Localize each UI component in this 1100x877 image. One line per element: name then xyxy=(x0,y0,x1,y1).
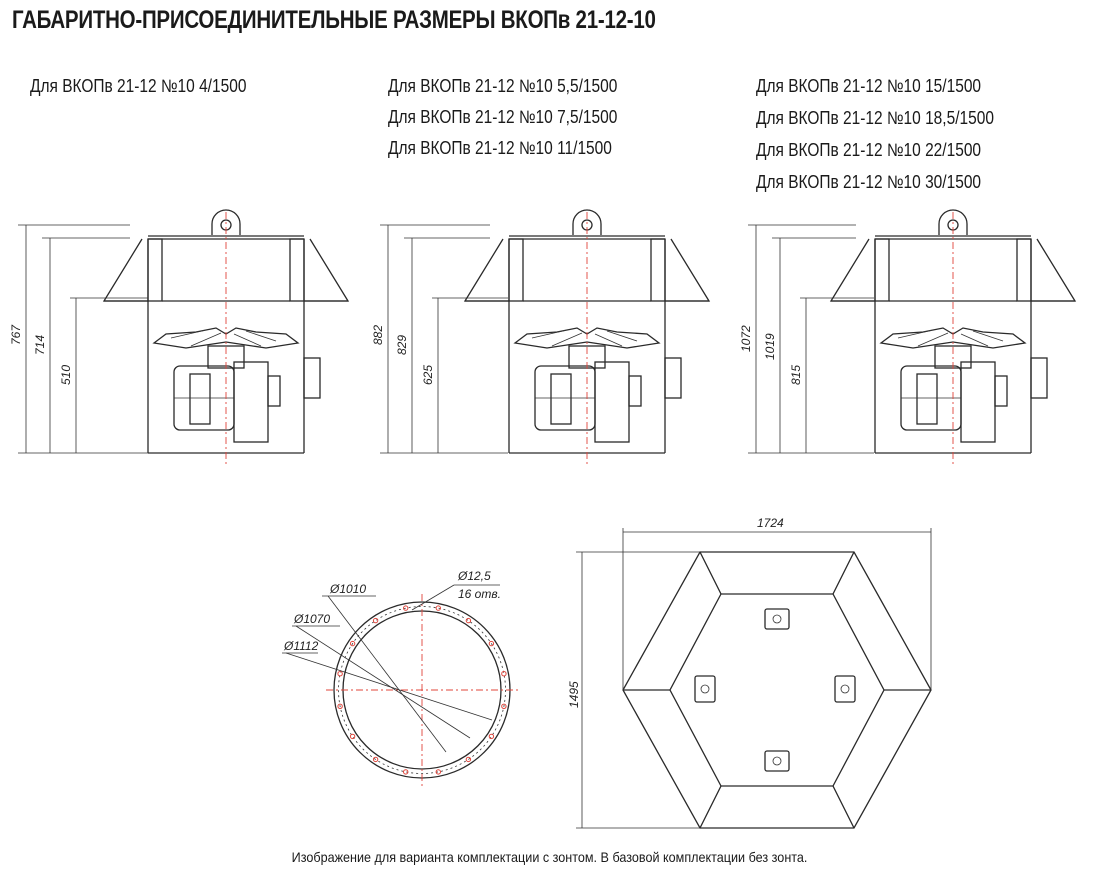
footer-text: Изображение для варианта комплектации с зонтом. В базовой комплектации без зонта. xyxy=(292,849,808,865)
dim-total-3: 1072 xyxy=(739,325,753,352)
model-line-g3-1: Для ВКОПв 21-12 №10 15/1500 xyxy=(756,76,982,96)
model-line-g2-2: Для ВКОПв 21-12 №10 7,5/1500 xyxy=(388,107,618,127)
label-hex-width: 1724 xyxy=(757,516,784,530)
dimension-set-3 xyxy=(739,225,874,453)
dim-total-2: 882 xyxy=(371,324,385,345)
dimension-set-1 xyxy=(9,225,148,453)
dim-lower-1: 510 xyxy=(59,364,73,385)
label-d-bolt-circle: Ø1070 xyxy=(294,612,331,626)
mount-tab-right xyxy=(835,676,855,702)
model-line-g3-4: Для ВКОПв 21-12 №10 30/1500 xyxy=(756,172,982,192)
page-title: ГАБАРИТНО-ПРИСОЕДИНИТЕЛЬНЫЕ РАЗМЕРЫ ВКОПв 21-12-10 xyxy=(12,6,656,34)
label-hole-count: 16 отв. xyxy=(458,587,501,601)
fan-side-view-1 xyxy=(104,210,348,466)
dim-total-1: 767 xyxy=(9,324,23,345)
fan-side-view-2 xyxy=(465,210,709,466)
bolt-hole xyxy=(350,734,354,738)
flange-view xyxy=(282,569,518,786)
mount-tab-bottom xyxy=(765,751,789,771)
bolt-hole xyxy=(489,641,493,645)
dimension-set-2 xyxy=(371,225,508,453)
dim-lower-3: 815 xyxy=(789,364,803,385)
bolt-hole xyxy=(489,734,493,738)
mount-tab-top xyxy=(765,609,789,629)
bolt-hole xyxy=(373,618,377,622)
model-line-g2-1: Для ВКОПв 21-12 №10 5,5/1500 xyxy=(388,76,618,96)
label-hole-diameter: Ø12,5 xyxy=(458,569,491,583)
mount-tab-left xyxy=(695,676,715,702)
model-line-g3-3: Для ВКОПв 21-12 №10 22/1500 xyxy=(756,140,982,160)
label-d-outer: Ø1112 xyxy=(284,639,319,653)
hexagon-top-view xyxy=(567,516,931,828)
dim-upper-3: 1019 xyxy=(763,333,777,360)
label-hex-height: 1495 xyxy=(567,681,581,708)
label-d-inner: Ø1010 xyxy=(330,582,367,596)
model-line-g2-3: Для ВКОПв 21-12 №10 11/1500 xyxy=(388,138,612,158)
fan-side-view-3 xyxy=(831,210,1075,466)
model-line-g3-2: Для ВКОПв 21-12 №10 18,5/1500 xyxy=(756,108,994,128)
dim-lower-2: 625 xyxy=(421,364,435,385)
model-line-g1-1: Для ВКОПв 21-12 №10 4/1500 xyxy=(30,76,247,96)
dim-upper-1: 714 xyxy=(33,334,47,355)
footer-note xyxy=(0,849,1100,865)
dim-upper-2: 829 xyxy=(395,334,409,355)
